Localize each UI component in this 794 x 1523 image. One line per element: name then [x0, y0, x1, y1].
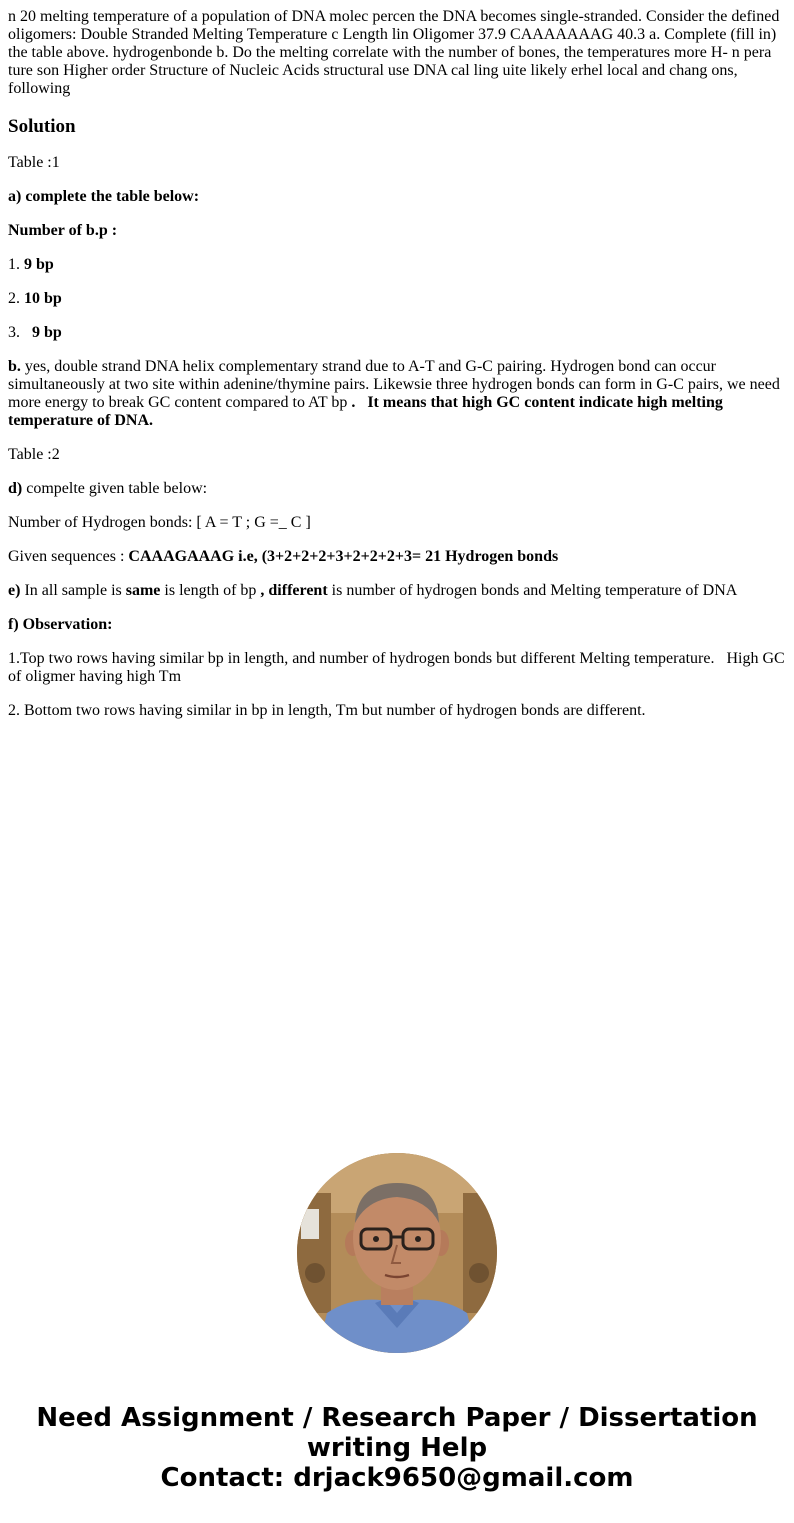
question-text: n 20 melting temperature of a population of DNA molec percen the DNA becomes single-stranded. Consider the defined oligomers: Double Stranded Melting Temperature c Length lin Oligomer 37.9 CAAAAAAAG 40.3 a. Complete (fill in) the table above. hydrogenbonde b. Do the melting correlate with the number of bones, the temperatures more H- n pera ture son Higher order Structure of Nucleic Acids structural use DNA cal ling uite likely erhel local and chang ons, following [8, 8, 780, 97]
bp-item-2: 2. 10 bp [8, 290, 62, 307]
observation-1: 1.Top two rows having similar bp in length, and number of hydrogen bonds but different Melting temperature. High GC of oligmer having high Tm [8, 650, 789, 685]
table1-label: Table :1 [8, 154, 60, 171]
footer-line-1: Need Assignment / Research Paper / Dissertation [36, 1403, 758, 1433]
footer-line-2: writing Help [306, 1433, 488, 1463]
part-b-answer [8, 358, 786, 430]
portrait-image [297, 1153, 497, 1353]
bp-item-1: 1. 9 bp [8, 256, 54, 273]
bp-item-3: 3. 9 bp [8, 324, 62, 341]
part-e: e) In all sample is same is length of bp , different is number of hydrogen bonds and Melting temperature of DNA [8, 582, 738, 599]
part-a-heading: a) complete the table below: [8, 188, 200, 205]
part-f-heading: f) Observation: [8, 616, 113, 633]
part-b-label: b. [8, 358, 21, 375]
table2-label: Table :2 [8, 446, 60, 463]
footer-banner [0, 1403, 794, 1493]
observation-2: 2. Bottom two rows having similar in bp in length, Tm but number of hydrogen bonds are different. [8, 702, 646, 719]
part-b-text: yes, double strand DNA helix complementary strand due to A-T and G-C pairing. Hydrogen bond can occur simultaneously at two site within adenine/thymine pairs. Likewsie three hydrogen bonds can form in G-C pairs, we need more energy to break GC content compared to AT bp [8, 358, 780, 411]
author-photo [297, 1153, 497, 1353]
article-content [8, 8, 789, 736]
given-sequence: Given sequences : CAAAGAAAG i.e, (3+2+2+2+3+2+2+2+3= 21 Hydrogen bonds [8, 548, 559, 565]
solution-heading: Solution [8, 116, 76, 137]
footer-contact: Contact: drjack9650@gmail.com [160, 1463, 634, 1493]
part-d: d) compelte given table below: [8, 480, 208, 497]
part-b-conclusion: . It means that high GC content indicate high melting temperature of DNA. [8, 394, 727, 429]
hbonds-line: Number of Hydrogen bonds: [ A = T ; G =_ C ] [8, 514, 311, 531]
bp-heading: Number of b.p : [8, 222, 118, 239]
